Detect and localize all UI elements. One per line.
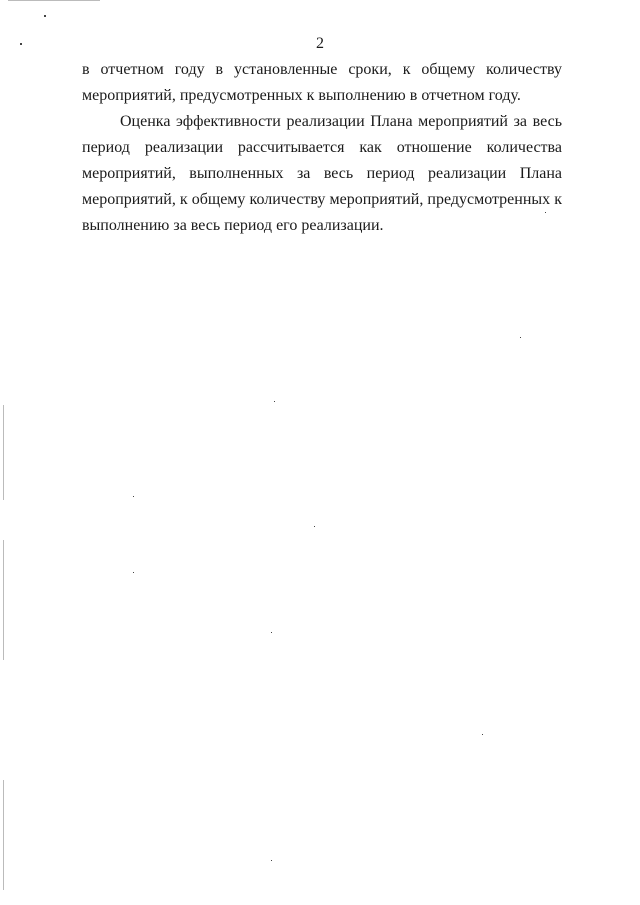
paragraph-line: мероприятий, выполненных за весь период реализации Плана <box>82 165 562 182</box>
paragraph-1 <box>82 57 562 109</box>
paragraph-2 <box>82 109 562 239</box>
scan-speck <box>271 632 272 633</box>
scan-speck <box>274 401 275 402</box>
scan-speck <box>271 860 272 861</box>
scan-speck <box>545 212 546 213</box>
scan-speck <box>482 734 483 735</box>
scan-speck <box>133 572 134 573</box>
scan-speck <box>520 337 521 338</box>
scan-speck <box>133 496 134 497</box>
scan-speck <box>20 43 22 45</box>
scan-edge-line <box>3 780 4 890</box>
scan-speck <box>314 526 315 527</box>
paragraph-line: мероприятий, к общему количеству мероприятий, предусмотренных к <box>82 191 562 208</box>
scan-edge-line <box>3 405 4 500</box>
paragraph-line: выполнению за весь период его реализации. <box>82 217 384 234</box>
paragraph-line: период реализации рассчитывается как отношение количества <box>82 139 562 156</box>
paragraph-line: в отчетном году в установленные сроки, к общему количеству <box>82 61 562 78</box>
page-number: 2 <box>316 35 324 52</box>
scan-edge-line <box>3 540 4 660</box>
paragraph-line: Оценка эффективности реализации Плана мероприятий за весь <box>120 113 562 130</box>
scan-edge-line <box>8 0 100 1</box>
scan-speck <box>44 15 46 17</box>
paragraph-line: мероприятий, предусмотренных к выполнению в отчетном году. <box>82 87 521 104</box>
